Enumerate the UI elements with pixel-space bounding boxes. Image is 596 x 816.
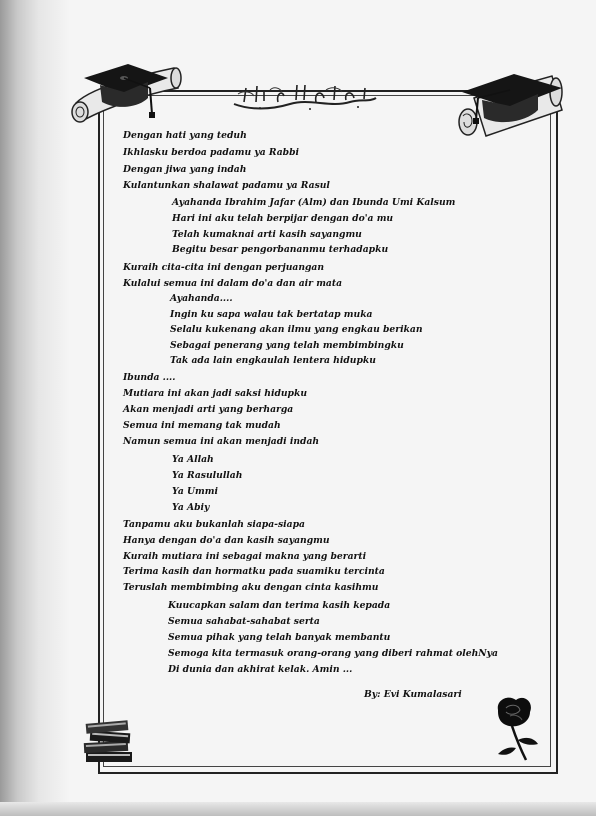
poem-line: Sebagai penerang yang telah membimbingku: [170, 340, 404, 351]
poem-line: Ibunda ....: [123, 372, 176, 383]
poem-line: Ya Ummi: [172, 486, 218, 497]
poem-line: Kulantunkan shalawat padamu ya Rasul: [123, 180, 330, 191]
poem-line: Begitu besar pengorbananmu terhadapku: [172, 244, 389, 255]
poem-line: Di dunia dan akhirat kelak. Amin ...: [168, 664, 353, 675]
poem-line: Hari ini aku telah berpijar dengan do'a mu: [172, 213, 394, 224]
poem-line: Semua pihak yang telah banyak membantu: [168, 632, 391, 643]
poem-line: Dengan jiwa yang indah: [123, 164, 247, 175]
poem-line: Akan menjadi arti yang berharga: [123, 404, 294, 415]
poem-line: Tanpamu aku bukanlah siapa-siapa: [123, 519, 305, 530]
poem-line: Ikhlasku berdoa padamu ya Rabbi: [123, 147, 299, 158]
poem-line: Semoga kita termasuk orang-orang yang diberi rahmat olehNya: [168, 648, 498, 659]
poem-line: Namun semua ini akan menjadi indah: [123, 436, 320, 447]
poem-line: Ayahanda....: [170, 293, 233, 304]
poem-line: Ya Abiy: [172, 502, 210, 513]
signature: By: Evi Kumalasari: [364, 689, 462, 700]
poem-line: Semua sahabat-sahabat serta: [168, 616, 320, 627]
poem-line: Teruslah membimbing aku dengan cinta kasihmu: [123, 582, 379, 593]
poem-line: Mutiara ini akan jadi saksi hidupku: [123, 388, 308, 399]
poem-line: Tak ada lain engkaulah lentera hidupku: [170, 355, 376, 366]
poem-line: Hanya dengan do'a dan kasih sayangmu: [123, 535, 330, 546]
poem-line: Ingin ku sapa walau tak bertatap muka: [170, 309, 373, 320]
poem-line: Ayahanda Ibrahim Jafar (Alm) dan Ibunda Umi Kalsum: [172, 197, 456, 208]
poem-line: Selalu kukenang akan ilmu yang engkau berikan: [170, 324, 423, 335]
poem-line: Kuraih cita-cita ini dengan perjuangan: [123, 262, 325, 273]
poem-line: Telah kumaknai arti kasih sayangmu: [172, 229, 362, 240]
poem-line: Ya Allah: [172, 454, 214, 465]
poem-line: Kulalui semua ini dalam do'a dan air mata: [123, 278, 343, 289]
poem-line: Dengan hati yang teduh: [123, 130, 247, 141]
poem-line: Terima kasih dan hormatku pada suamiku tercinta: [123, 566, 385, 577]
poem-line: Semua ini memang tak mudah: [123, 420, 281, 431]
poem-line: Kuucapkan salam dan terima kasih kepada: [168, 600, 391, 611]
poem-line: Ya Rasulullah: [172, 470, 243, 481]
poem-line: Kuraih mutiara ini sebagai makna yang berarti: [123, 551, 367, 562]
